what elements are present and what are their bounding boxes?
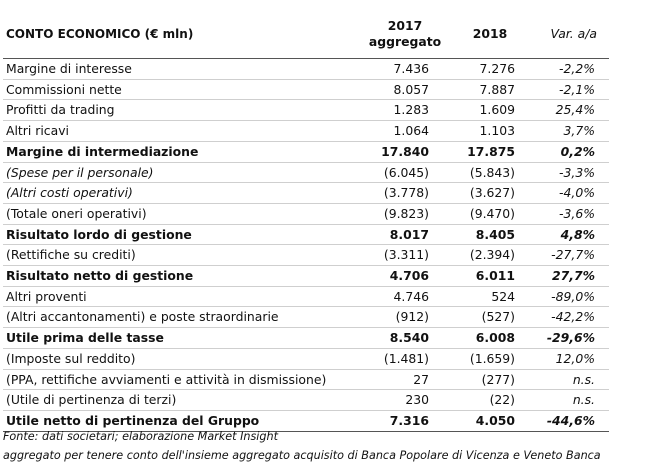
row-label: (Spese per il personale) bbox=[3, 162, 359, 183]
value-2018: (22) bbox=[451, 390, 529, 411]
header-2017-note: aggregato bbox=[368, 34, 442, 49]
row-label: Altri ricavi bbox=[3, 121, 359, 142]
value-2018: 1.103 bbox=[451, 121, 529, 142]
value-var: 4,8% bbox=[529, 224, 609, 245]
table-row bbox=[3, 245, 609, 266]
row-label: Utile prima delle tasse bbox=[3, 328, 359, 349]
footnote: aggregato per tenere conto dell'insieme aggregato acquisito di Banca Popolare di Vicenza e Veneto Banca bbox=[3, 449, 601, 462]
value-2017: 8.540 bbox=[359, 328, 451, 349]
notes bbox=[3, 427, 651, 465]
value-2018: (3.627) bbox=[451, 183, 529, 204]
value-2018: 7.887 bbox=[451, 79, 529, 100]
row-label: Margine di intermediazione bbox=[3, 141, 359, 162]
source-note: Fonte: dati societari; elaborazione Market Insight bbox=[3, 430, 278, 443]
table-row bbox=[3, 121, 609, 142]
value-var: 12,0% bbox=[529, 348, 609, 369]
value-var: n.s. bbox=[529, 369, 609, 390]
row-label: (Rettifiche su crediti) bbox=[3, 245, 359, 266]
row-label: Commissioni nette bbox=[3, 79, 359, 100]
value-var: -3,6% bbox=[529, 203, 609, 224]
value-2018: (527) bbox=[451, 307, 529, 328]
table-row bbox=[3, 286, 609, 307]
table-row bbox=[3, 369, 609, 390]
value-var: 25,4% bbox=[529, 100, 609, 121]
value-2017: 7.316 bbox=[359, 410, 451, 431]
value-var: -2,1% bbox=[529, 79, 609, 100]
table-row bbox=[3, 266, 609, 287]
value-var: -3,3% bbox=[529, 162, 609, 183]
value-2017: 8.057 bbox=[359, 79, 451, 100]
table-row bbox=[3, 307, 609, 328]
table-row bbox=[3, 79, 609, 100]
value-2018: 7.276 bbox=[451, 59, 529, 80]
value-2017: 4.746 bbox=[359, 286, 451, 307]
value-var: 27,7% bbox=[529, 266, 609, 287]
value-2018: 524 bbox=[451, 286, 529, 307]
row-label: Risultato netto di gestione bbox=[3, 266, 359, 287]
value-2017: (6.045) bbox=[359, 162, 451, 183]
row-label: Utile netto di pertinenza del Gruppo bbox=[3, 410, 359, 431]
value-var: -29,6% bbox=[529, 328, 609, 349]
header-var: Var. a/a bbox=[529, 10, 609, 59]
value-2017: (9.823) bbox=[359, 203, 451, 224]
row-label: (Altri costi operativi) bbox=[3, 183, 359, 204]
value-2017: (3.311) bbox=[359, 245, 451, 266]
value-2017: (3.778) bbox=[359, 183, 451, 204]
row-label: (Utile di pertinenza di terzi) bbox=[3, 390, 359, 411]
value-var: -44,6% bbox=[529, 410, 609, 431]
table-body bbox=[3, 59, 609, 432]
value-2018: 6.008 bbox=[451, 328, 529, 349]
row-label: (Totale oneri operativi) bbox=[3, 203, 359, 224]
value-2017: 8.017 bbox=[359, 224, 451, 245]
value-2018: (5.843) bbox=[451, 162, 529, 183]
value-2017: 4.706 bbox=[359, 266, 451, 287]
table-row bbox=[3, 348, 609, 369]
header-2017-year: 2017 bbox=[387, 18, 423, 33]
row-label: Altri proventi bbox=[3, 286, 359, 307]
value-2018: 4.050 bbox=[451, 410, 529, 431]
income-statement bbox=[3, 10, 609, 432]
value-2018: (1.659) bbox=[451, 348, 529, 369]
row-label: Margine di interesse bbox=[3, 59, 359, 80]
value-2017: 7.436 bbox=[359, 59, 451, 80]
table-row bbox=[3, 59, 609, 80]
value-2017: 17.840 bbox=[359, 141, 451, 162]
row-label: (Imposte sul reddito) bbox=[3, 348, 359, 369]
value-2017: 27 bbox=[359, 369, 451, 390]
value-var: -27,7% bbox=[529, 245, 609, 266]
row-label: (Altri accantonamenti) e poste straordinarie bbox=[3, 307, 359, 328]
value-var: -4,0% bbox=[529, 183, 609, 204]
table-row bbox=[3, 390, 609, 411]
value-2018: (9.470) bbox=[451, 203, 529, 224]
value-2017: 230 bbox=[359, 390, 451, 411]
value-2018: (277) bbox=[451, 369, 529, 390]
value-2018: 1.609 bbox=[451, 100, 529, 121]
row-label: (PPA, rettifiche avviamenti e attività in dismissione) bbox=[3, 369, 359, 390]
table-row bbox=[3, 203, 609, 224]
value-var: 3,7% bbox=[529, 121, 609, 142]
value-var: 0,2% bbox=[529, 141, 609, 162]
table-row bbox=[3, 141, 609, 162]
value-2018: 17.875 bbox=[451, 141, 529, 162]
table-row bbox=[3, 328, 609, 349]
value-2018: 6.011 bbox=[451, 266, 529, 287]
value-var: -42,2% bbox=[529, 307, 609, 328]
value-2017: 1.283 bbox=[359, 100, 451, 121]
table-row bbox=[3, 224, 609, 245]
value-var: n.s. bbox=[529, 390, 609, 411]
value-var: -89,0% bbox=[529, 286, 609, 307]
table-row bbox=[3, 183, 609, 204]
header-2017 bbox=[359, 10, 451, 59]
table-row bbox=[3, 162, 609, 183]
value-var: -2,2% bbox=[529, 59, 609, 80]
row-label: Profitti da trading bbox=[3, 100, 359, 121]
value-2017: (912) bbox=[359, 307, 451, 328]
value-2017: (1.481) bbox=[359, 348, 451, 369]
value-2018: (2.394) bbox=[451, 245, 529, 266]
header-2018: 2018 bbox=[451, 10, 529, 59]
header-label: CONTO ECONOMICO (€ mln) bbox=[3, 10, 359, 59]
value-2017: 1.064 bbox=[359, 121, 451, 142]
table-row bbox=[3, 100, 609, 121]
table-header-row bbox=[3, 10, 609, 59]
income-statement-table bbox=[3, 10, 609, 432]
row-label: Risultato lordo di gestione bbox=[3, 224, 359, 245]
value-2018: 8.405 bbox=[451, 224, 529, 245]
